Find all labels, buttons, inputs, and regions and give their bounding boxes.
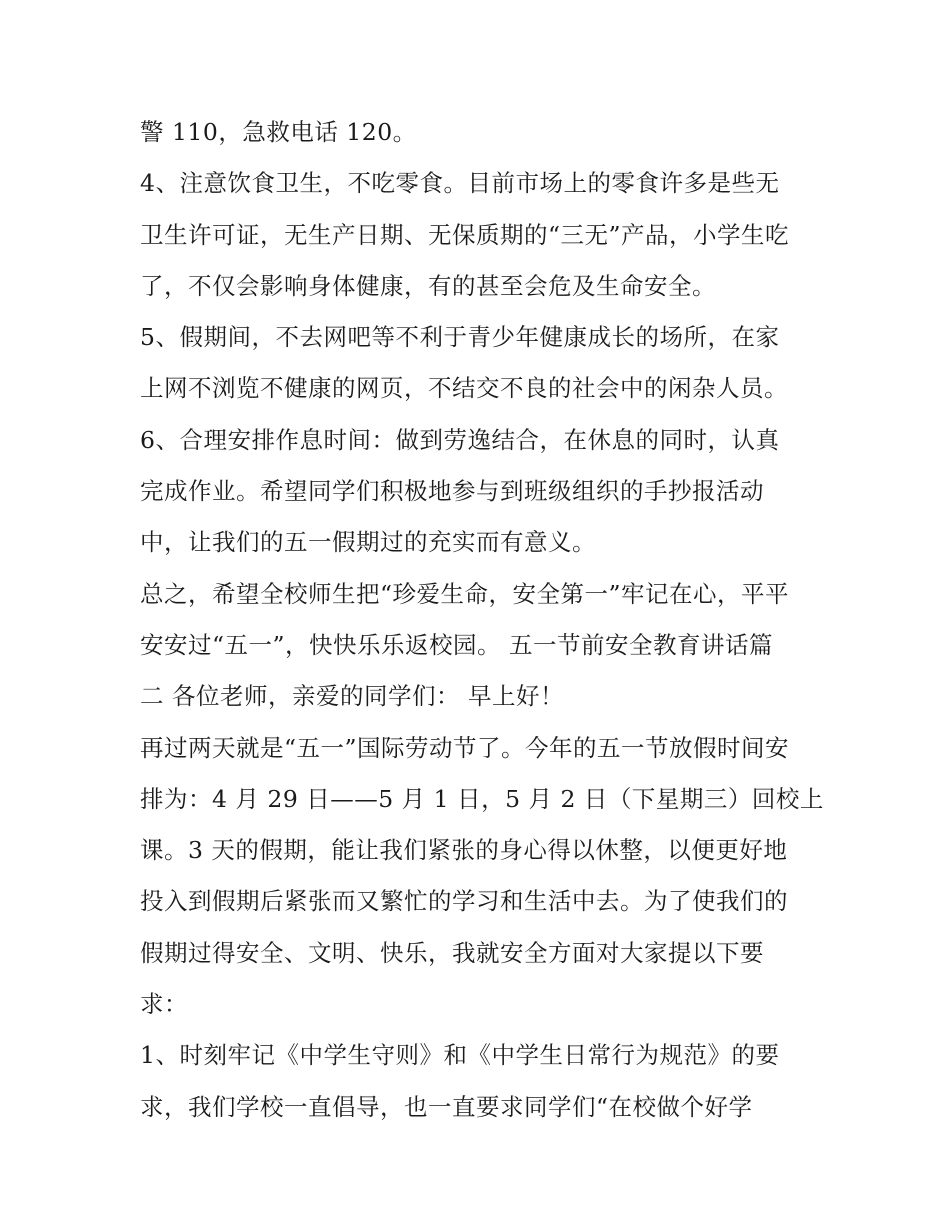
text-line: 投入到假期后紧张而又繁忙的学习和生活中去。为了使我们的 [140, 887, 788, 916]
text-line: 卫生许可证，无生产日期、无保质期的“三无”产品，小学生吃 [140, 220, 790, 249]
text-line: 安安过“五一”，快快乐乐返校园。 五一节前安全教育讲话篇 [140, 630, 773, 659]
text-line: 课。3 天的假期，能让我们紧张的身心得以休整，以便更好地 [140, 836, 788, 865]
text-line: 排为：4 月 29 日——5 月 1 日，5 月 2 日（下星期三）回校上 [140, 784, 824, 813]
text-line: 总之，希望全校师生把“珍爱生命，安全第一”牢记在心，平平 [140, 579, 790, 608]
text-line: 了，不仅会影响身体健康，有的甚至会危及生命安全。 [140, 271, 716, 300]
text-line: 警 110，急救电话 120。 [140, 118, 417, 146]
text-line: 完成作业。希望同学们积极地参与到班级组织的手抄报活动 [140, 477, 764, 506]
text-line: 求： [140, 990, 188, 1019]
text-line: 4、注意饮食卫生，不吃零食。目前市场上的零食许多是些无 [140, 169, 780, 198]
text-line: 再过两天就是“五一”国际劳动节了。今年的五一节放假时间安 [140, 733, 790, 762]
text-line: 上网不浏览不健康的网页，不结交不良的社会中的闲杂人员。 [140, 374, 788, 403]
text-line: 求，我们学校一直倡导，也一直要求同学们“在校做个好学 [140, 1092, 753, 1121]
text-line: 二 各位老师，亲爱的同学们： 早上好！ [140, 682, 564, 711]
document-body [140, 107, 824, 1133]
text-line: 假期过得安全、文明、快乐，我就安全方面对大家提以下要 [140, 938, 764, 967]
text-line: 5、假期间，不去网吧等不利于青少年健康成长的场所，在家 [140, 323, 780, 352]
text-line: 6、合理安排作息时间：做到劳逸结合，在休息的同时，认真 [140, 425, 780, 454]
text-line: 1、时刻牢记《中学生守则》和《中学生日常行为规范》的要 [140, 1041, 780, 1070]
text-line: 中，让我们的五一假期过的充实而有意义。 [140, 528, 596, 557]
